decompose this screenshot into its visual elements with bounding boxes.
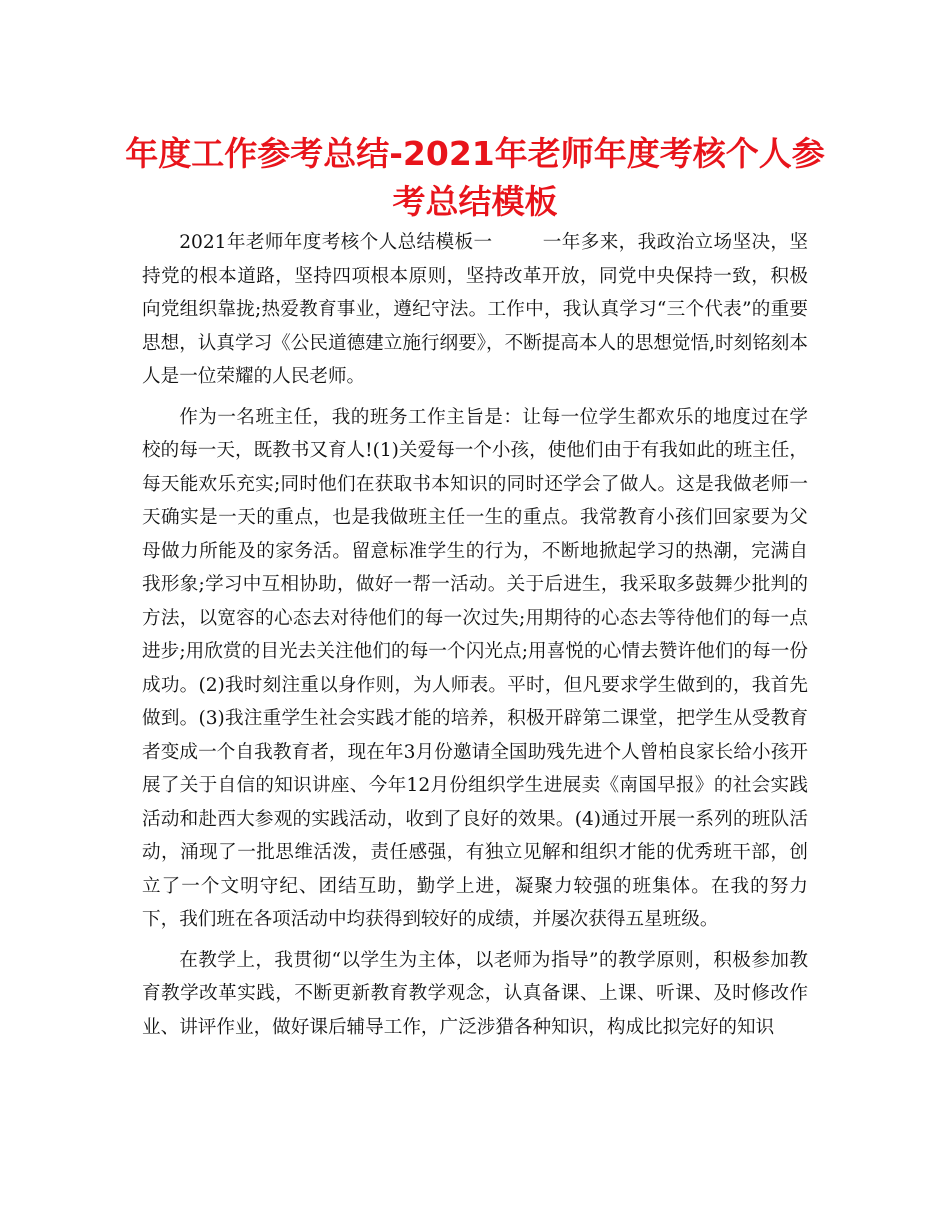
paragraph-3: 在教学上，我贯彻“以学生为主体，以老师为指导”的教学原则，积极参加教育教学改革实践，不断更新教育教学观念，认真备课、上课、听课、及时修改作业、讲评作业，做好课后辅导工作，广泛涉猎各种知识，构成比拟完好的知识 <box>142 949 808 1038</box>
intro-heading: 2021年老师年度考核个人总结模板一 <box>179 232 493 253</box>
paragraph-2: 作为一名班主任，我的班务工作主旨是：让每一位学生都欢乐的地度过在学校的每一天，既教书又育人!(1)关爱每一个小孩，使他们由于有我如此的班主任，每天能欢乐充实;同时他们在获取书本知识的同时还学会了做人。这是我做老师一天确实是一天的重点，也是我做班主任一生的重点。我常教育小孩们回家要为父母做力所能及的家务活。留意标准学生的行为，不断地掀起学习的热潮，完满自我形象;学习中互相协助，做好一帮一活动。关于后进生，我采取多鼓舞少批判的方法，以宽容的心态去对待他们的每一次过失;用期待的心态去等待他们的每一点进步;用欣赏的目光去关注他们的每一个闪光点;用喜悦的心情去赞许他们的每一份成功。(2)我时刻注重以身作则，为人师表。平时，但凡要求学生做到的，我首先做到。(3)我注重学生社会实践才能的培养，积极开辟第二课堂，把学生从受教育者变成一个自我教育者，现在年3月份邀请全国助残先进个人曾柏良家长给小孩开展了关于自信的知识讲座、今年12月份组织学生进展卖《南国早报》的社会实践活动和赴西大参观的实践活动，收到了良好的效果。(4)通过开展一系列的班队活动，涌现了一批思维活泼，责任感强，有独立见解和组织才能的优秀班干部，创立了一个文明守纪、团结互助，勤学上进，凝聚力较强的班集体。在我的努力下，我们班在各项活动中均获得到较好的成绩，并屡次获得五星班级。 <box>142 406 808 930</box>
document-body <box>142 226 808 1044</box>
paragraph-1 <box>142 226 808 394</box>
paragraph-1-text: 一年多来，我政治立场坚决，坚持党的根本道路，坚持四项根本原则，坚持改革开放，同党中央保持一致，积极向党组织靠拢;热爱教育事业，遵纪守法。工作中，我认真学习“三个代表”的重要思想，认真学习《公民道德建立施行纲要》，不断提高本人的思想觉悟,时刻铭刻本人是一位荣耀的人民老师。 <box>142 232 808 387</box>
document-title: 年度工作参考总结-2021年老师年度考核个人参考总结模板 <box>125 134 825 221</box>
